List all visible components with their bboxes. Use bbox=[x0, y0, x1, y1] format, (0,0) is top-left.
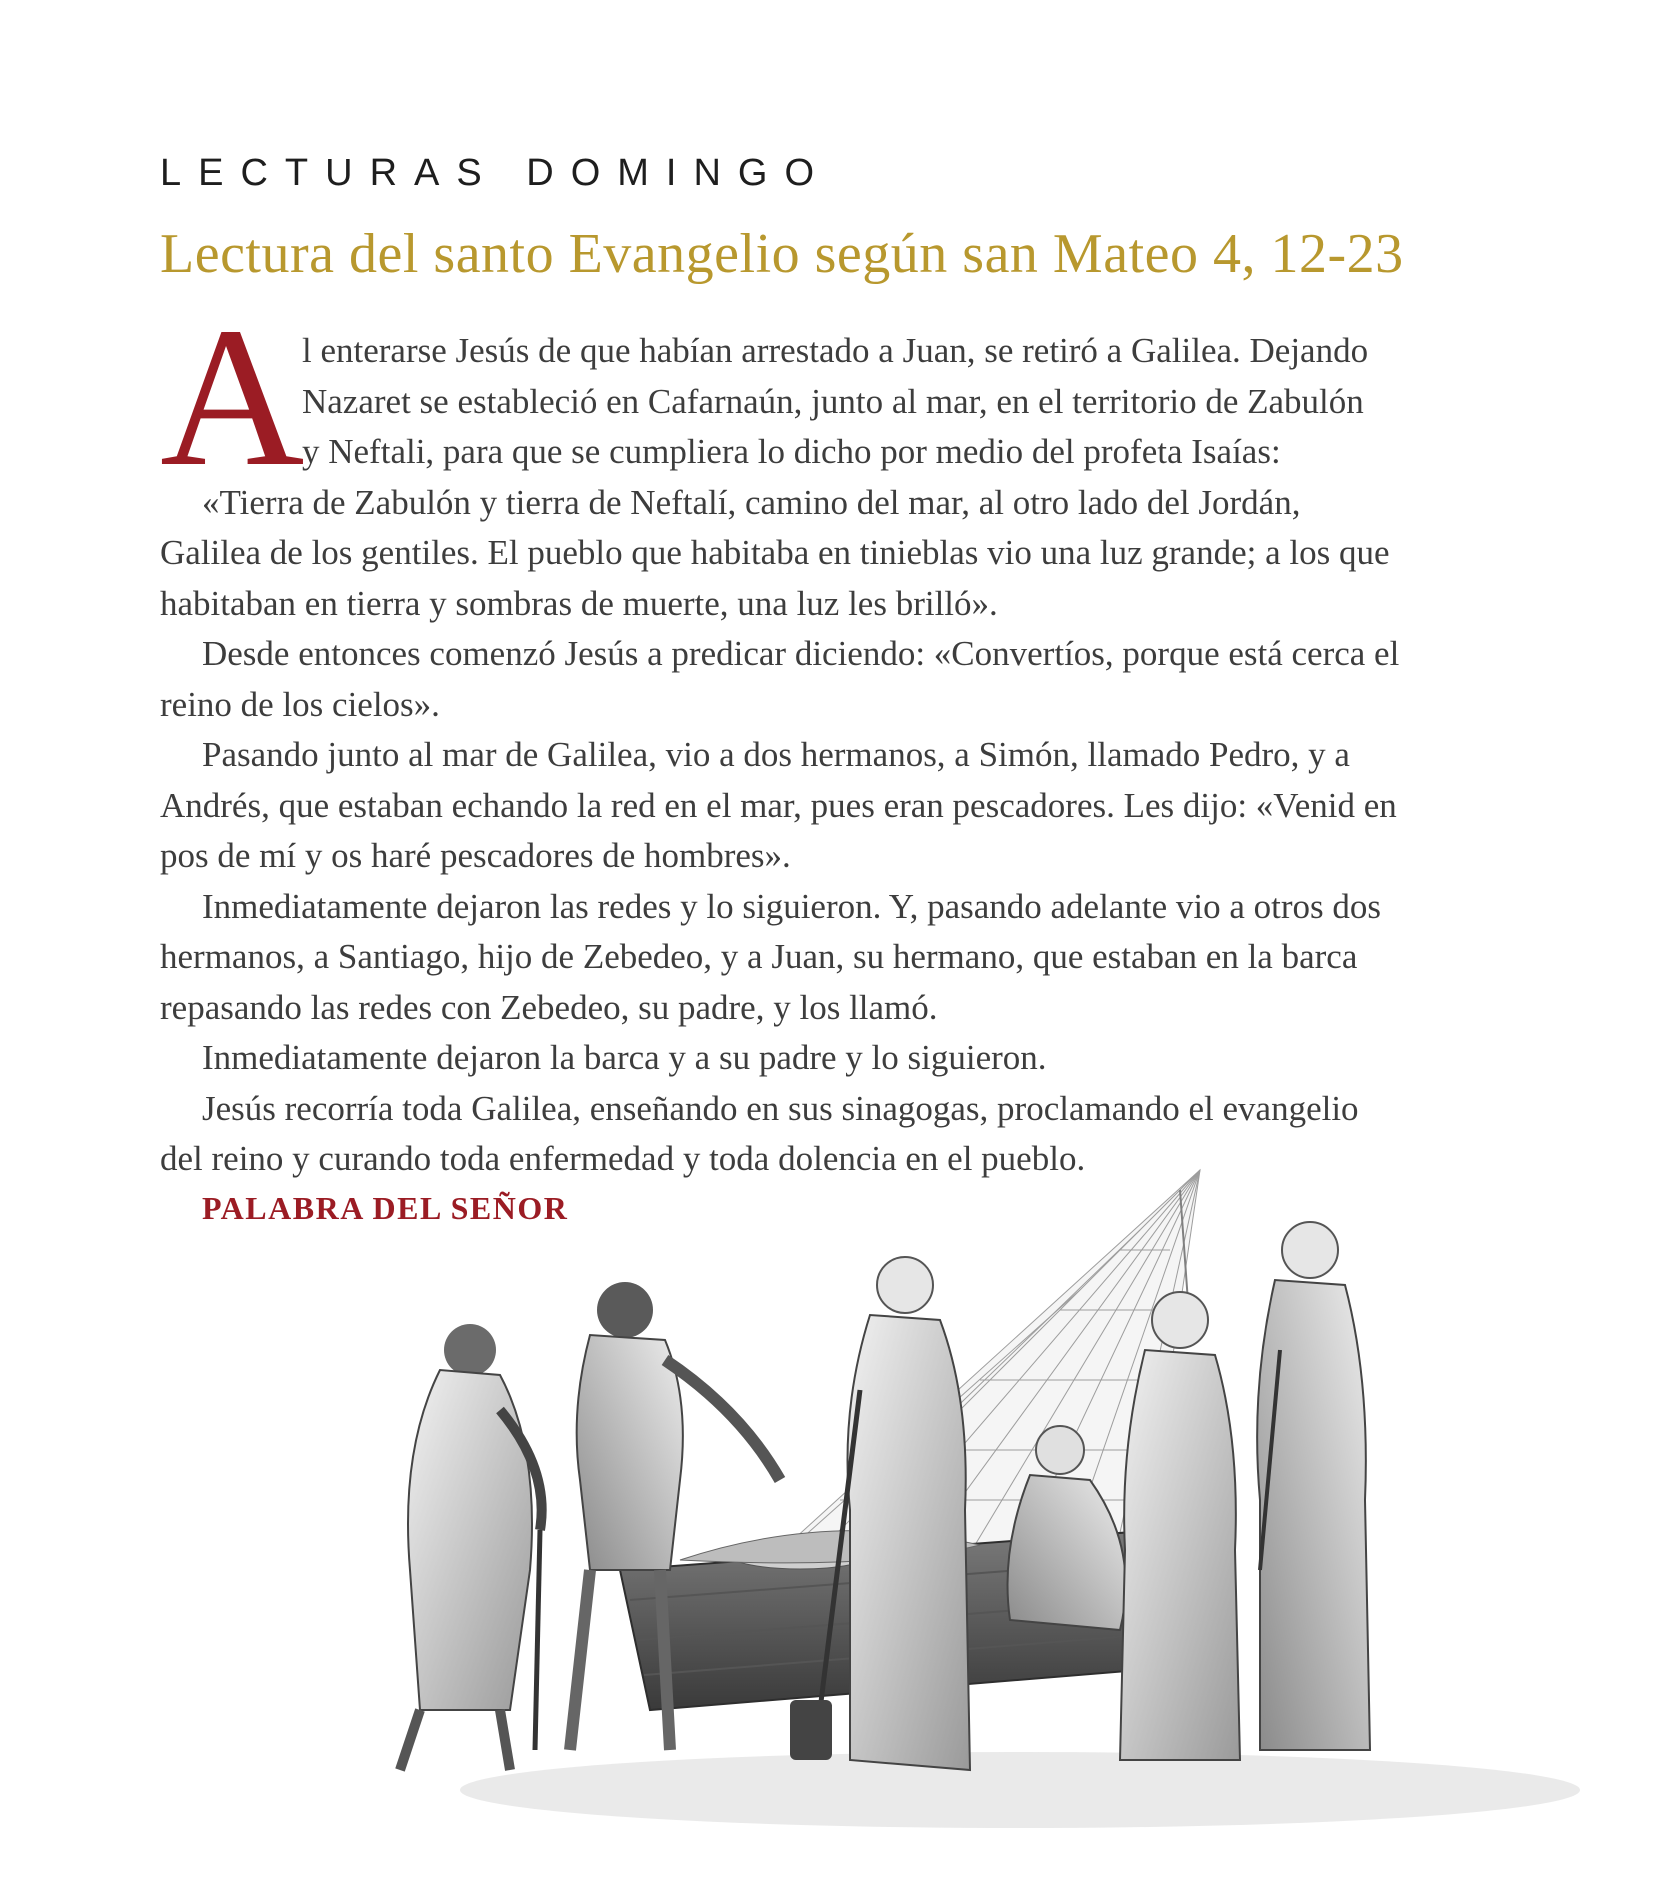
reading-line: Inmediatamente dejaron las redes y lo siguieron. Y, pasando adelante vio a otros dos bbox=[202, 886, 1381, 926]
reading-line: del reino y curando toda enfermedad y toda dolencia en el pueblo. bbox=[160, 1139, 1086, 1178]
reading-line: Pasando junto al mar de Galilea, vio a dos hermanos, a Simón, llamado Pedro, y a bbox=[202, 735, 1350, 774]
ground-shadow bbox=[460, 1752, 1580, 1828]
reading-line: l enterarse Jesús de que habían arrestado a Juan, se retiró a Galilea. Dejando bbox=[302, 331, 1369, 370]
fisherman-figure-1 bbox=[400, 1324, 542, 1770]
reading-line: hermanos, a Santiago, hijo de Zebedeo, y a Juan, su hermano, que estaban en la barca bbox=[160, 937, 1358, 976]
reading-line: y Neftali, para que se cumpliera lo dicho por medio del profeta Isaías: bbox=[302, 432, 1281, 471]
reading-line: pos de mí y os haré pescadores de hombres». bbox=[160, 836, 791, 875]
reading-line: Desde entonces comenzó Jesús a predicar diciendo: «Convertíos, porque está cerca el bbox=[202, 634, 1400, 673]
reading-line: Andrés, que estaban echando la red en el mar, pues eran pescadores. Les dijo: «Venid en bbox=[160, 785, 1397, 825]
section-kicker: LECTURAS DOMINGO bbox=[160, 152, 832, 194]
reading-line: Jesús recorría toda Galilea, enseñando en sus sinagogas, proclamando el evangelio bbox=[202, 1088, 1359, 1128]
reading-line: Galilea de los gentiles. El pueblo que habitaba en tinieblas vio una luz grande; a los que bbox=[160, 533, 1390, 572]
reading-line: repasando las redes con Zebedeo, su padre, y los llamó. bbox=[160, 987, 938, 1027]
reading-line: Inmediatamente dejaron la barca y a su padre y lo siguieron. bbox=[202, 1038, 1047, 1077]
reading-line: habitaban en tierra y sombras de muerte, una luz les brilló». bbox=[160, 583, 998, 623]
closing-acclamation: PALABRA DEL SEÑOR bbox=[202, 1190, 569, 1226]
page-title: Lectura del santo Evangelio según san Mateo 4, 12-23 bbox=[160, 223, 1404, 285]
reading-line: Nazaret se estableció en Cafarnaún, junto al mar, en el territorio de Zabulón bbox=[302, 381, 1364, 421]
reading-body bbox=[160, 326, 1530, 1185]
drop-cap: A bbox=[160, 287, 305, 508]
reading-line: reino de los cielos». bbox=[160, 684, 440, 724]
fisherman-figure-6 bbox=[1257, 1222, 1370, 1750]
reading-line: «Tierra de Zabulón y tierra de Neftalí, camino del mar, al otro lado del Jordán, bbox=[202, 482, 1301, 522]
fishermen-illustration bbox=[380, 1150, 1634, 1850]
